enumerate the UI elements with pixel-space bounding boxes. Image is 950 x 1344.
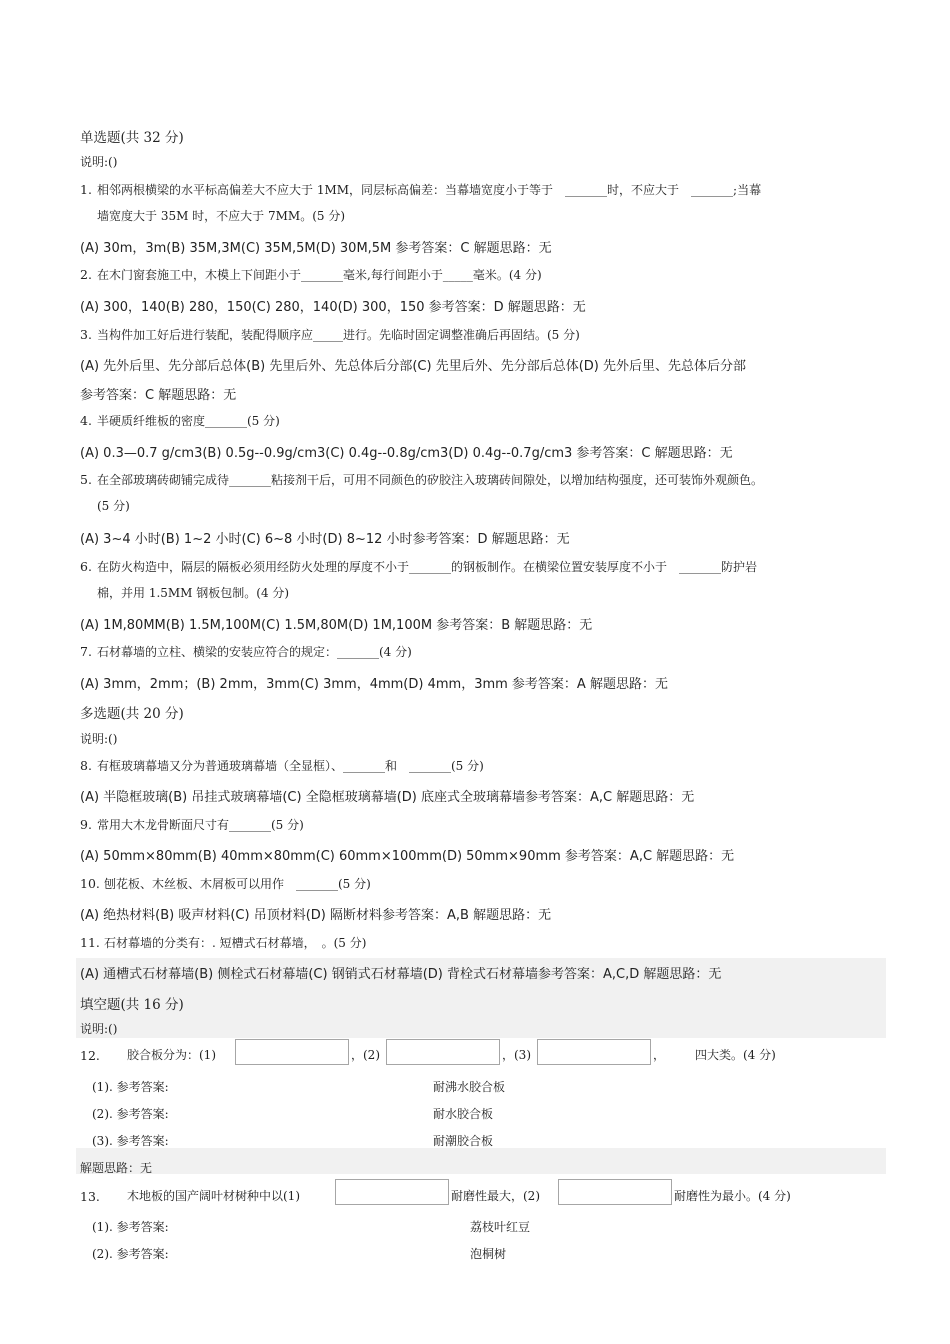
question-text: 在木门窗套施工中，木模上下间距小于_______毫米,每行间距小于_____毫米。(4 分) — [97, 268, 542, 282]
question-options: (A) 半隐框玻璃(B) 吊挂式玻璃幕墙(C) 全隐框玻璃幕墙(D) 底座式全玻璃幕墙参考答案：A,C 解题思路：无 — [80, 790, 695, 805]
question-options: (A) 30m，3m(B) 35M,3M(C) 35M,5M(D) 30M,5M 参考答案：C 解题思路：无 — [80, 241, 552, 256]
answer-value: 耐潮胶合板 — [433, 1134, 494, 1148]
question-3 — [80, 326, 580, 343]
question-number: 13. — [80, 1189, 100, 1204]
section-note: 说明:() — [80, 732, 118, 746]
question-text: ， 四大类。(4 分) — [653, 1048, 776, 1062]
answer-value: 耐水胶合板 — [433, 1107, 494, 1121]
answer-input-3[interactable] — [537, 1039, 651, 1065]
answer-label: (1). 参考答案: — [92, 1080, 169, 1094]
section-title-multi: 多选题(共 20 分) — [80, 706, 184, 722]
answer-value: 泡桐树 — [470, 1247, 507, 1261]
question-text: 石材幕墙的立柱、横梁的安装应符合的规定：_______(4 分) — [97, 645, 412, 659]
question-options: (A) 0.3—0.7 g/cm3(B) 0.5g--0.9g/cm3(C) 0.4g--0.8g/cm3(D) 0.4g--0.7g/cm3 参考答案：C 解题思路：无 — [80, 446, 733, 461]
question-text: 石材幕墙的分类有：. 短槽式石材幕墙， 。(5 分) — [104, 936, 367, 950]
question-number: 6. — [80, 559, 92, 574]
question-number: 12. — [80, 1048, 100, 1063]
question-2 — [80, 266, 542, 283]
question-number: 4. — [80, 413, 92, 428]
question-10 — [80, 875, 371, 892]
question-options: (A) 300，140(B) 280，150(C) 280，140(D) 300，150 参考答案：D 解题思路：无 — [80, 300, 586, 315]
question-text: 在防火构造中，隔层的隔板必须用经防火处理的厚度不小于_______的钢板制作。在横梁位置安装厚度不小于 _______防护岩 — [97, 560, 758, 574]
question-text-cont: (5 分) — [97, 499, 130, 513]
answer-value: 荔枝叶红豆 — [470, 1220, 531, 1234]
question-8 — [80, 757, 484, 774]
question-options: (A) 3~4 小时(B) 1~2 小时(C) 6~8 小时(D) 8~12 小时参考答案：D 解题思路：无 — [80, 532, 570, 547]
question-number: 1. — [80, 182, 92, 197]
question-text: 在全部玻璃砖砌铺完成待_______粘接剂干后，可用不同颜色的矽胶注入玻璃砖间隙处，以增加结构强度，还可装饰外观颜色。 — [97, 473, 764, 487]
question-text: ，(3) — [502, 1048, 531, 1062]
question-options: (A) 1M,80MM(B) 1.5M,100M(C) 1.5M,80M(D) 1M,100M 参考答案：B 解题思路：无 — [80, 618, 593, 633]
section-title-fill: 填空题(共 16 分) — [80, 997, 184, 1013]
question-text: 常用大木龙骨断面尺寸有_______(5 分) — [97, 818, 304, 832]
highlight-band — [76, 1148, 886, 1174]
question-text: 半硬质纤维板的密度_______(5 分) — [97, 414, 280, 428]
question-number: 8. — [80, 758, 92, 773]
answer-label: (1). 参考答案: — [92, 1220, 169, 1234]
question-text: 耐磨性为最小。(4 分) — [674, 1189, 791, 1203]
answer-label: (2). 参考答案: — [92, 1247, 169, 1261]
question-number: 5. — [80, 472, 92, 487]
question-number: 7. — [80, 644, 92, 659]
answer-input-2[interactable] — [386, 1039, 500, 1065]
question-number: 3. — [80, 327, 92, 342]
question-text: 胶合板分为：(1) — [127, 1048, 216, 1062]
question-text: 刨花板、木丝板、木屑板可以用作 _______(5 分) — [104, 877, 371, 891]
question-number: 10. — [80, 876, 100, 891]
question-options: (A) 通槽式石材幕墙(B) 侧栓式石材幕墙(C) 钢销式石材幕墙(D) 背栓式石材幕墙参考答案：A,C,D 解题思路：无 — [80, 967, 722, 982]
question-number: 11. — [80, 935, 100, 950]
question-options: (A) 先外后里、先分部后总体(B) 先里后外、先总体后分部(C) 先里后外、先分部后总体(D) 先外后里、先总体后分部 — [80, 359, 747, 374]
section-note: 说明:() — [80, 155, 118, 169]
section-title-single: 单选题(共 32 分) — [80, 130, 184, 146]
answer-value: 耐沸水胶合板 — [433, 1080, 506, 1094]
question-11 — [80, 934, 366, 951]
answer-input-1[interactable] — [235, 1039, 349, 1065]
answer-label: (3). 参考答案: — [92, 1134, 169, 1148]
answer-label: (2). 参考答案: — [92, 1107, 169, 1121]
question-1 — [80, 181, 761, 198]
section-note: 说明:() — [80, 1022, 118, 1036]
question-text: 相邻两根横梁的水平标高偏差大不应大于 1MM，同层标高偏差：当幕墙宽度小于等于 _______时，不应大于 _______;当幕 — [97, 183, 762, 197]
answer-input-1[interactable] — [335, 1179, 449, 1205]
analysis-line: 解题思路：无 — [80, 1161, 153, 1175]
answer-line: 参考答案：C 解题思路：无 — [80, 388, 237, 403]
question-number: 2. — [80, 267, 92, 282]
question-number: 9. — [80, 817, 92, 832]
question-text: ，(2) — [351, 1048, 380, 1062]
question-text-cont: 墙宽度大于 35M 时，不应大于 7MM。(5 分) — [97, 209, 346, 223]
question-options: (A) 绝热材料(B) 吸声材料(C) 吊顶材料(D) 隔断材料参考答案：A,B 解题思路：无 — [80, 908, 552, 923]
question-options: (A) 3mm，2mm；(B) 2mm，3mm(C) 3mm，4mm(D) 4mm，3mm 参考答案：A 解题思路：无 — [80, 677, 668, 692]
question-6 — [80, 558, 757, 575]
question-text: 有框玻璃幕墙又分为普通玻璃幕墙（全显框）、_______和 _______(5 分) — [97, 759, 484, 773]
answer-input-2[interactable] — [558, 1179, 672, 1205]
question-text: 当构件加工好后进行装配，装配得顺序应_____进行。先临时固定调整准确后再固结。(5 分) — [97, 328, 580, 342]
question-9 — [80, 816, 304, 833]
question-options: (A) 50mm×80mm(B) 40mm×80mm(C) 60mm×100mm(D) 50mm×90mm 参考答案：A,C 解题思路：无 — [80, 849, 735, 864]
question-text-cont: 棉，并用 1.5MM 钢板包制。(4 分) — [97, 586, 290, 600]
question-text: 耐磨性最大，(2) — [451, 1189, 540, 1203]
question-5 — [80, 471, 763, 488]
question-text: 木地板的国产阔叶材树种中以(1) — [127, 1189, 300, 1203]
question-4 — [80, 412, 280, 429]
question-7 — [80, 643, 412, 660]
